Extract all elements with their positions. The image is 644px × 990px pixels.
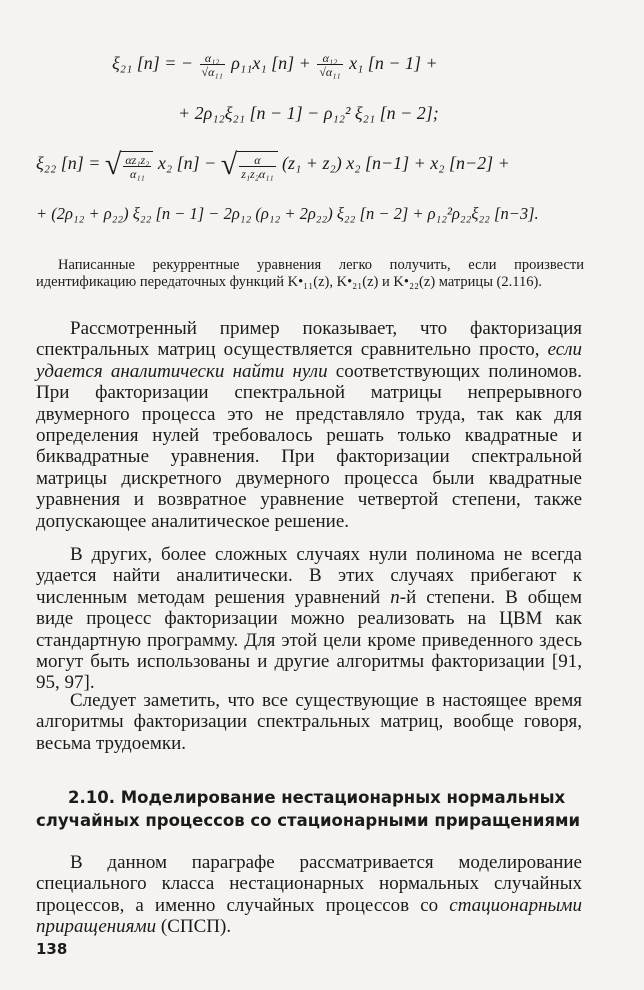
- eq2-rad2-denominator: z₁z₂α₁₁: [241, 166, 274, 181]
- eq1-rhs: x₁ [n − 1] +: [349, 53, 438, 74]
- eq1-frac2-denominator: √α₁₁: [319, 65, 341, 79]
- eq2-rad1-denominator: α₁₁: [130, 166, 145, 181]
- eq2-radical-2: [237, 151, 277, 180]
- eq2-radical-1: [121, 151, 153, 180]
- paragraph-4-end: (СПСП).: [156, 916, 232, 938]
- eq2-lhs: ξ₂₂ [n] =: [36, 153, 101, 174]
- paragraph-2-end: -й степени. В общем виде процесс факторизации можно реализовать на ЦВМ как стандартную программу. Для этой цели кроме приведенного здесь могут быть использованы и другие алгоритмы факторизации [91, 95, 97].: [36, 586, 582, 694]
- paragraph-1-start: Рассмотренный пример показывает, что факторизация спектральных матриц осуществляется сравнительно просто,: [36, 318, 582, 361]
- paragraph-4-emphasis: стационарными приращениями: [36, 894, 582, 938]
- equation-2-line-1: [36, 150, 510, 180]
- radical-sign-icon: √: [104, 148, 122, 181]
- eq1-frac1-denominator: √α₁₁: [201, 65, 223, 79]
- paragraph-2-n: n: [390, 586, 400, 608]
- equation-1-line-1: [112, 52, 438, 78]
- paragraph-3: [36, 690, 582, 754]
- paragraph-4: [36, 852, 582, 938]
- eq2-middle: x₂ [n] −: [157, 153, 217, 174]
- equation-1-line-2: + 2ρ₁₂ξ₂₁ [n − 1] − ρ₁₂² ξ₂₁ [n − 2];: [178, 103, 439, 123]
- eq1-fraction-2: [317, 52, 342, 78]
- radical-sign-icon: √: [220, 148, 238, 181]
- eq1-lhs: ξ₂₁ [n] = −: [112, 53, 194, 74]
- eq1-fraction-1: [200, 52, 225, 78]
- eq2-rad1-numerator: αz₁z₂: [125, 152, 150, 167]
- eq1-middle: ρ₁₁x₁ [n] +: [231, 53, 311, 74]
- paragraph-1-end: соответствующих полиномов. При факторизации спектральной матрицы непрерывного двумерного процесса это не представляло труда, так как для определения нулей требовалось решать только квадратные и биквадратные уравнения. При факторизации спектральной матрицы дискретного двумерного процесса были квадратные уравнения и возвратное уравнение четвертой степени, также допускающее аналитическое решение.: [36, 360, 583, 532]
- eq2-rad2-numerator: α: [239, 154, 275, 167]
- paragraph-4-start: В данном параграфе рассматривается моделирование специального класса нестационарных нормальных случайных процессов, а именно случайных процессов со: [36, 852, 582, 916]
- paragraph-3-text: Следует заметить, что все существующие в настоящее время алгоритмы факторизации спектральных матриц, вообще говоря, весьма трудоемки.: [36, 690, 582, 754]
- section-heading-line-1: 2.10. Моделирование нестационарных нормальных: [68, 788, 566, 807]
- section-heading-line-2: случайных процессов со стационарными приращениями: [36, 811, 581, 830]
- equation-2-line-2: + (2ρ₁₂ + ρ₂₂) ξ₂₂ [n − 1] − 2ρ₁₂ (ρ₁₂ + 2ρ₂₂) ξ₂₂ [n − 2] + ρ₁₂²ρ₂₂ξ₂₂ [n−3].: [36, 204, 539, 223]
- section-heading: [36, 786, 596, 832]
- eq1-frac2-numerator: α₁₂: [317, 52, 342, 65]
- eq2-rhs: (z₁ + z₂) x₂ [n−1] + x₂ [n−2] +: [282, 153, 510, 174]
- paragraph-2: [36, 544, 582, 694]
- page-number: 138: [36, 940, 68, 958]
- paragraph-2-start: В других, более сложных случаях нули полинома не всегда удается найти аналитически. В этих случаях прибегают к численным методам решения уравнений: [36, 544, 582, 608]
- paragraph-1-emphasis: если удается аналитически найти нули: [36, 339, 582, 382]
- eq1-frac1-numerator: α₁₂: [200, 52, 225, 65]
- paragraph-1: [36, 318, 582, 532]
- note-text: Написанные рекуррентные уравнения легко получить, если произвести идентификацию передаточных функций K•₁₁(z), K•₂₁(z) и K•₂₂(z) матрицы (2.116).: [36, 257, 584, 290]
